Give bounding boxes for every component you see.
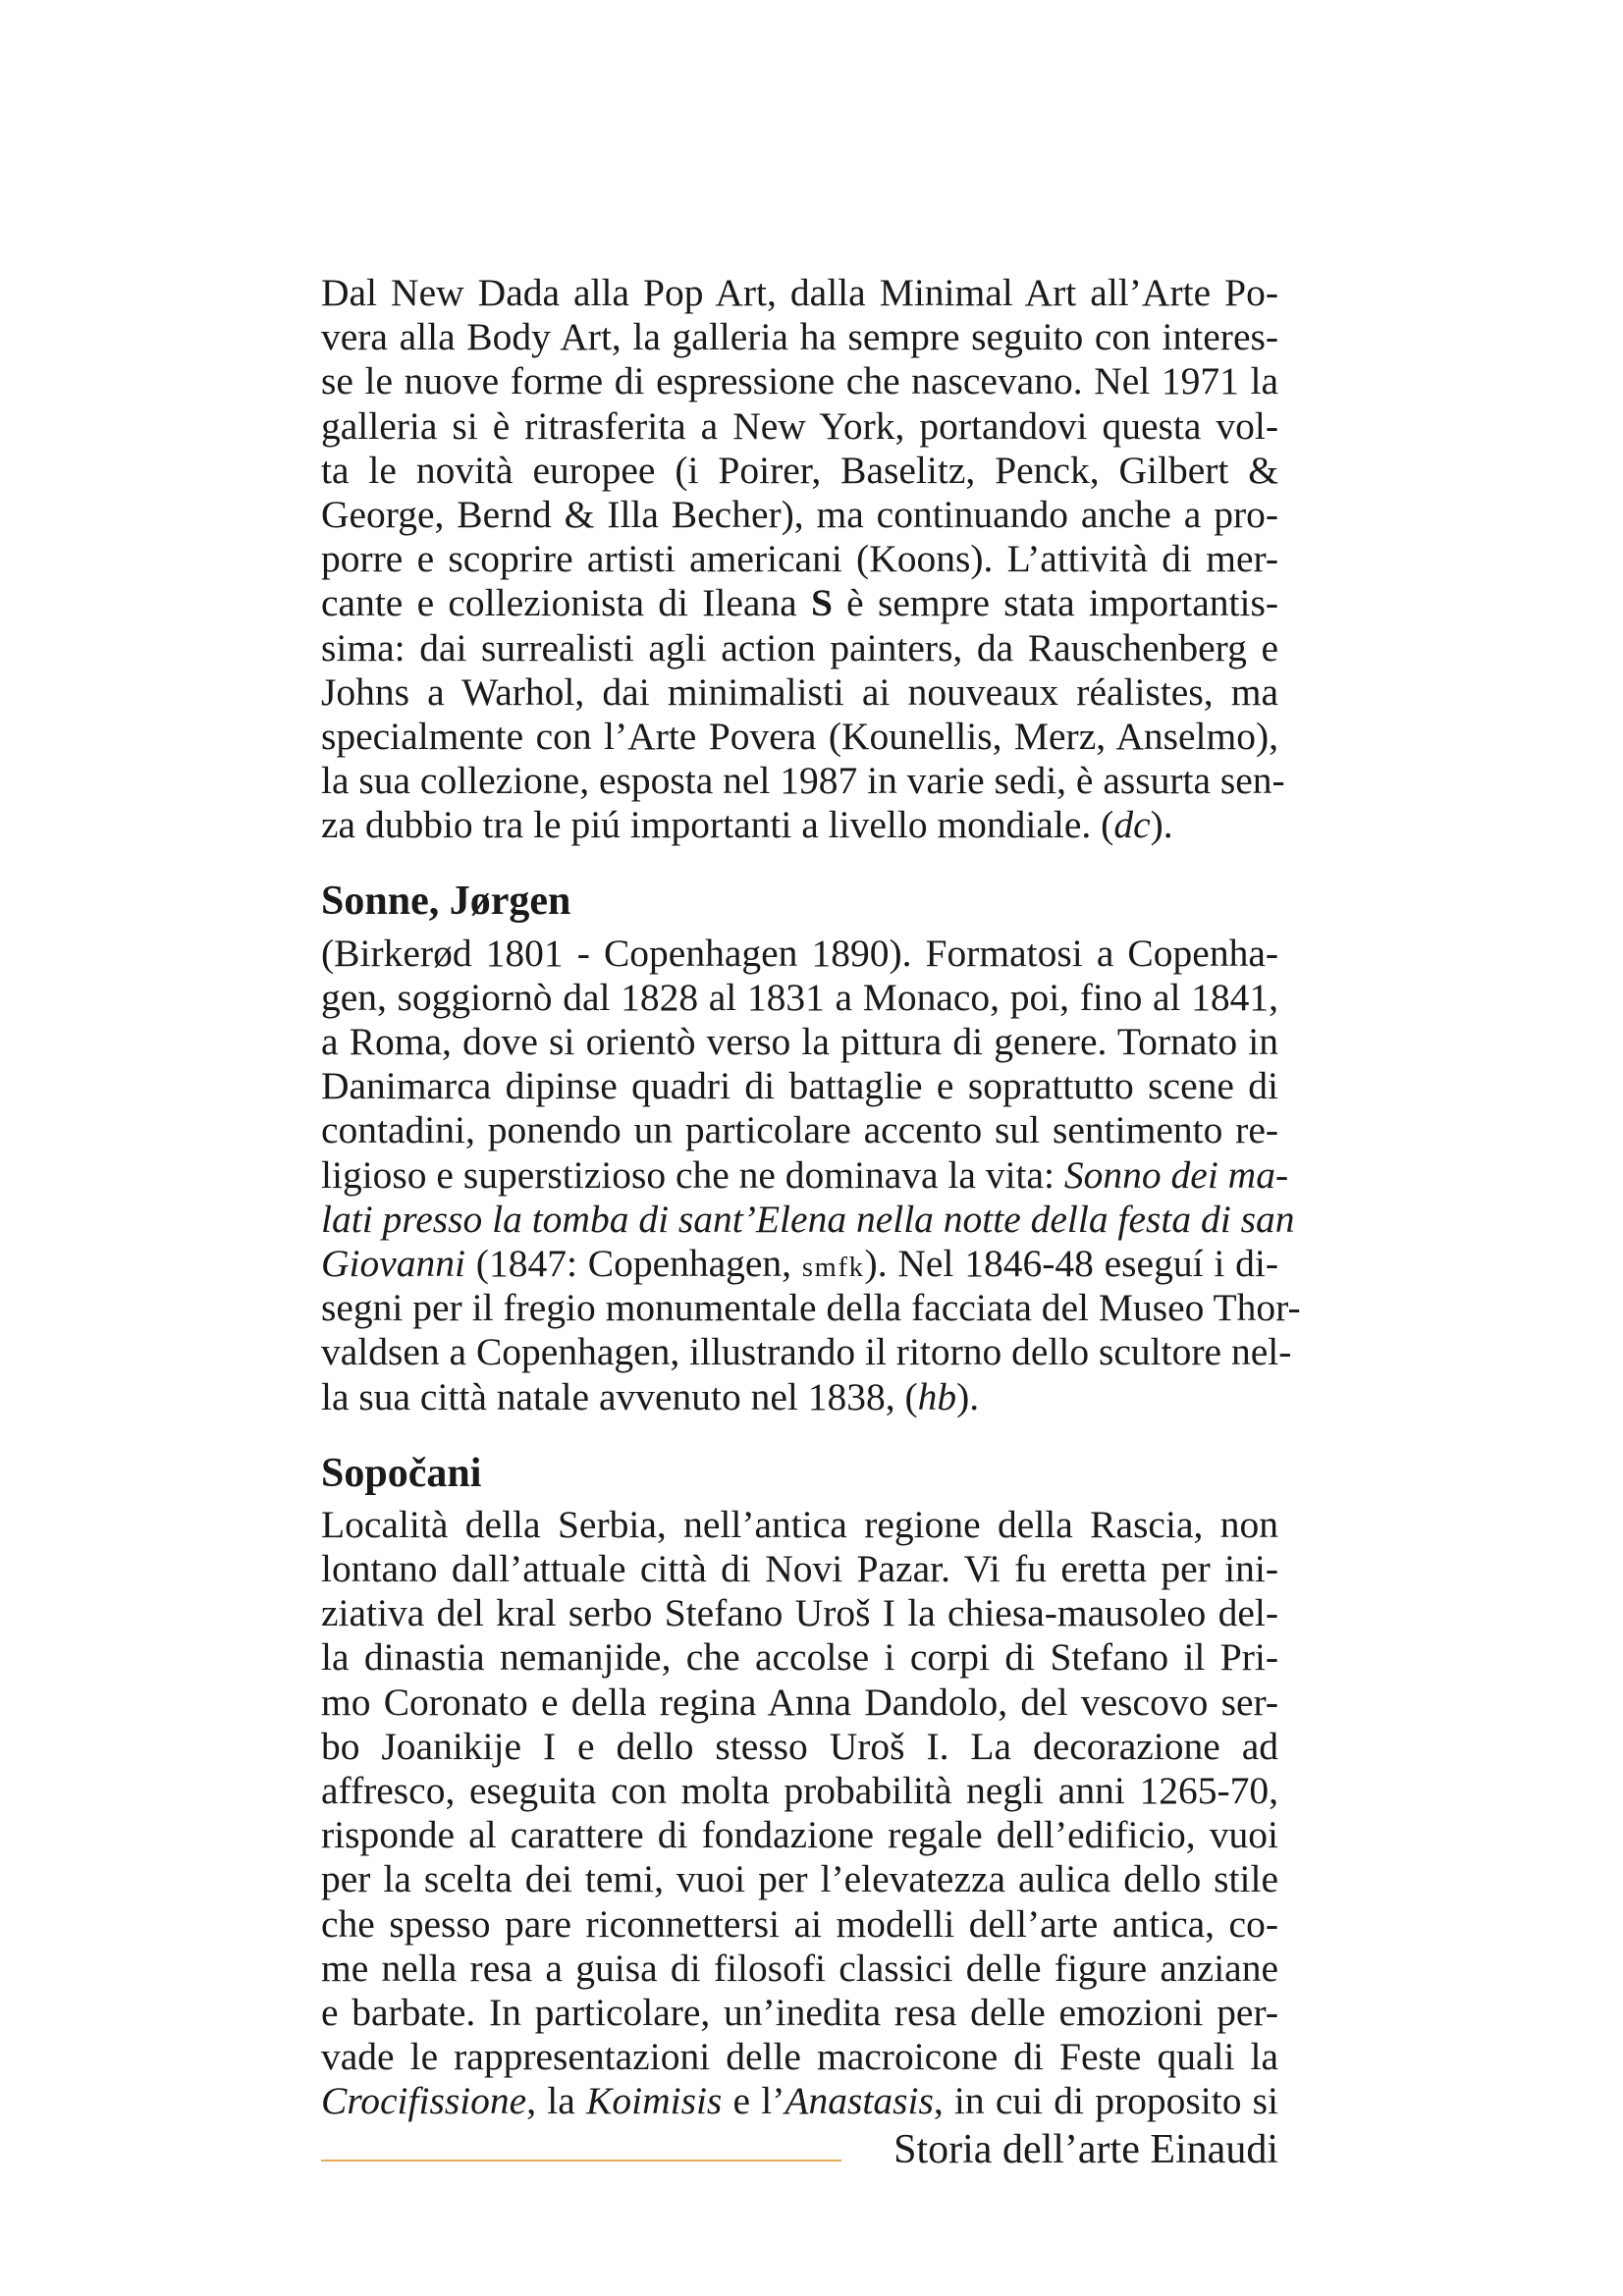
text-line: ta le novità europee (i Poirer, Baselitz, Penck, Gilbert & — [321, 448, 1278, 492]
text-line: galleria si è ritrasferita a New York, portandovi questa vol- — [321, 403, 1278, 448]
text-line: affresco, eseguita con molta probabilità negli anni 1265-70, — [321, 1769, 1278, 1812]
text-line: (Birkerød 1801 - Copenhagen 1890). Formatosi a Copenha- — [321, 931, 1278, 975]
text-line: lontano dall’attuale città di Novi Pazar. Vi fu eretta per ini- — [321, 1547, 1278, 1591]
museum-abbrev: smfk — [801, 1252, 865, 1283]
text-line — [321, 803, 1278, 847]
artwork-title: lati presso la tomba di sant’Elena nella notte della festa di san — [321, 1197, 1295, 1241]
text-fragment: è sempre stata importantis- — [832, 581, 1278, 625]
text-line: Località della Serbia, nell’antica regione della Rascia, non — [321, 1502, 1278, 1546]
text-fragment: za dubbio tra le piú importanti a livello mondiale. ( — [321, 803, 1114, 847]
text-fragment: ). Nel 1846-48 eseguí i di- — [864, 1241, 1278, 1285]
artwork-title: Anastasis — [784, 2079, 934, 2123]
spacer — [321, 1419, 1278, 1452]
spacer — [321, 925, 1278, 932]
text-line: che spesso pare riconnettersi ai modelli dell’arte antica, co- — [321, 1901, 1278, 1946]
text-line: Johns a Warhol, dai minimalisti ai nouveaux réalistes, ma — [321, 669, 1278, 714]
text-line: contadini, ponendo un particolare accento sul sentimento re- — [321, 1108, 1278, 1152]
text-fragment: (1847: Copenhagen, — [465, 1241, 802, 1285]
text-line: gen, soggiornò dal 1828 al 1831 a Monaco, poi, fino al 1841, — [321, 975, 1278, 1019]
artwork-title: Koimisis — [586, 2079, 723, 2123]
text-line: bo Joanikije I e dello stesso Uroš I. La decorazione ad — [321, 1724, 1278, 1768]
spacer — [321, 1496, 1278, 1503]
text-fragment: , la — [526, 2079, 587, 2123]
author-initials: dc — [1113, 803, 1151, 847]
text-fragment: e l’ — [722, 2079, 785, 2123]
spacer — [321, 847, 1278, 880]
text-line: specialmente con l’Arte Povera (Kounellis, Merz, Anselmo), — [321, 714, 1278, 758]
bold-initial: S — [810, 581, 833, 625]
text-fragment: ). — [956, 1374, 980, 1418]
text-line — [321, 1152, 1289, 1198]
text-line: Dal New Dada alla Pop Art, dalla Minimal Art all’Arte Po- — [321, 271, 1278, 314]
artwork-title: Giovanni — [321, 1241, 466, 1285]
artwork-title: Crocifissione — [321, 2079, 527, 2123]
text-line — [321, 1197, 1295, 1242]
footer-title: Storia dell’arte Einaudi — [893, 2127, 1278, 2172]
artwork-title: Sonno dei ma- — [1063, 1152, 1289, 1197]
entry-heading: Sopočani — [321, 1450, 482, 1496]
text-line — [321, 2079, 1278, 2123]
text-line: valdsen a Copenhagen, illustrando il ritorno dello scultore nel- — [321, 1330, 1292, 1374]
text-fragment: cante e collezionista di Ileana — [321, 581, 811, 625]
text-line: mo Coronato e della regina Anna Dandolo, del vescovo ser- — [321, 1680, 1278, 1724]
entry-sonne — [321, 879, 1301, 1418]
text-line: ziativa del kral serbo Stefano Uroš I la chiesa-mausoleo del- — [321, 1591, 1278, 1635]
text-fragment: la sua città natale avvenuto nel 1838, ( — [321, 1374, 918, 1418]
text-line: e barbate. In particolare, un’inedita resa delle emozioni per- — [321, 1990, 1278, 2034]
text-line: se le nuove forme di espressione che nascevano. Nel 1971 la — [321, 359, 1278, 403]
text-line: me nella resa a guisa di filosofi classici delle figure anziane — [321, 1946, 1278, 1990]
text-line — [321, 1242, 1278, 1286]
text-line: sima: dai surrealisti agli action painters, da Rauschenberg e — [321, 625, 1278, 669]
text-line: la sua collezione, esposta nel 1987 in varie sedi, è assurta sen- — [321, 759, 1285, 803]
text-line: la dinastia nemanjide, che accolse i corpi di Stefano il Pri- — [321, 1635, 1278, 1680]
text-fragment: , in cui di proposito si — [933, 2079, 1279, 2123]
text-line: segni per il fregio monumentale della facciata del Museo Thor- — [321, 1286, 1301, 1330]
text-line: vera alla Body Art, la galleria ha sempre seguito con interes- — [321, 315, 1278, 359]
text-fragment: ligioso e superstizioso che ne dominava la vita: — [321, 1152, 1064, 1197]
page-body — [321, 271, 1301, 2124]
page-footer — [321, 2122, 1278, 2181]
text-line — [321, 1375, 1278, 1419]
text-line: per la scelta dei temi, vuoi per l’elevatezza aulica dello stile — [321, 1857, 1278, 1901]
text-line: Danimarca dipinse quadri di battaglie e soprattutto scene di — [321, 1064, 1278, 1108]
footer-rule — [321, 2160, 841, 2162]
entry-heading: Sonne, Jørgen — [321, 879, 571, 925]
text-line — [321, 581, 1278, 625]
text-fragment: ). — [1150, 803, 1173, 847]
text-line: risponde al carattere di fondazione regale dell’edificio, vuoi — [321, 1813, 1278, 1857]
text-line: a Roma, dove si orientò verso la pittura di genere. Tornato in — [321, 1020, 1278, 1063]
author-initials: hb — [917, 1374, 957, 1418]
text-line: porre e scoprire artisti americani (Koons). L’attività di mer- — [321, 537, 1278, 581]
text-line: vade le rappresentazioni delle macroicone di Feste quali la — [321, 2035, 1278, 2079]
text-line: George, Bernd & Illa Becher), ma continuando anche a pro- — [321, 492, 1278, 536]
continuation-paragraph — [321, 271, 1285, 847]
entry-sopocani — [321, 1452, 1278, 2124]
